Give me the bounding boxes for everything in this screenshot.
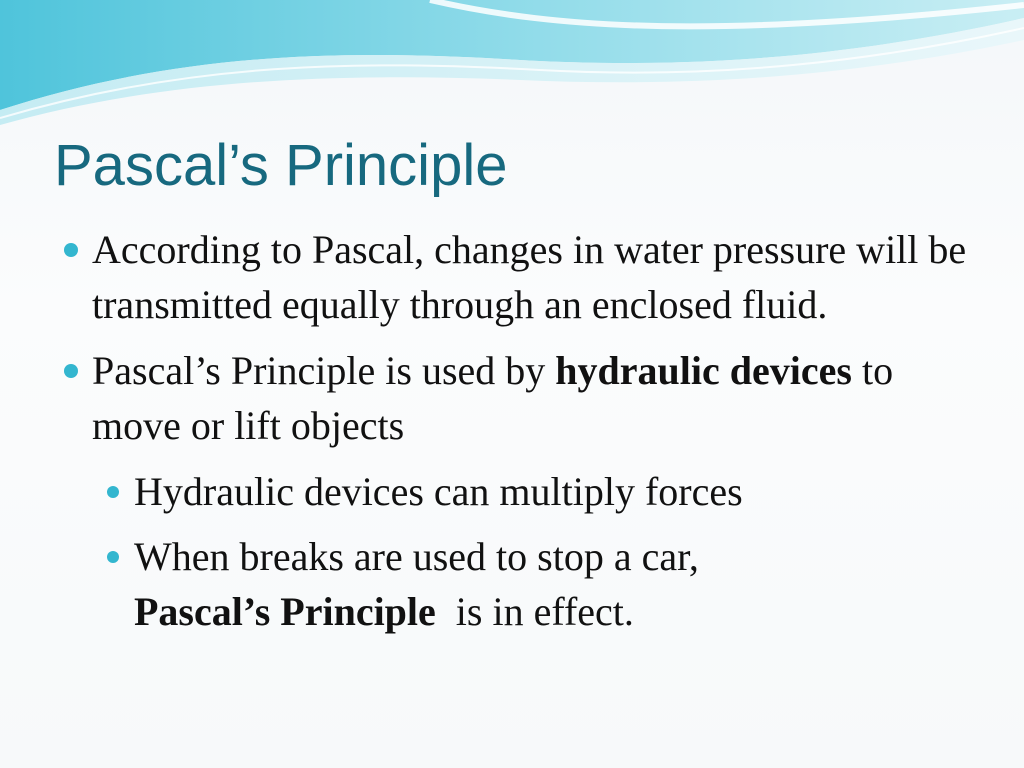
bullet-text: Pascal’s Principle is used by	[92, 348, 556, 393]
sub-bullet-item	[105, 529, 982, 639]
bullet-dot-icon	[64, 364, 78, 378]
sub-bullet-item	[105, 464, 982, 519]
slide-title: Pascal’s Principle	[54, 133, 508, 198]
bullet-list	[62, 222, 982, 649]
decorative-wave-banner	[0, 0, 1024, 130]
bullet-dot-icon	[107, 551, 119, 563]
bullet-text: to move or lift objects	[92, 348, 894, 448]
bullet-item	[62, 343, 982, 453]
bullet-item	[62, 222, 982, 332]
bullet-dot-icon	[107, 486, 119, 498]
bullet-dot-icon	[64, 243, 78, 257]
bullet-text: is in effect.	[435, 589, 634, 634]
bullet-bold-text: hydraulic devices	[555, 348, 852, 393]
bullet-text: When breaks are used to stop a car,	[134, 534, 699, 579]
bullet-text: According to Pascal, changes in water pressure will be transmitted equally through an enclosed fluid.	[92, 227, 967, 327]
bullet-text: Hydraulic devices can multiply forces	[134, 469, 743, 514]
bullet-bold-text: Pascal’s Principle	[134, 589, 436, 634]
